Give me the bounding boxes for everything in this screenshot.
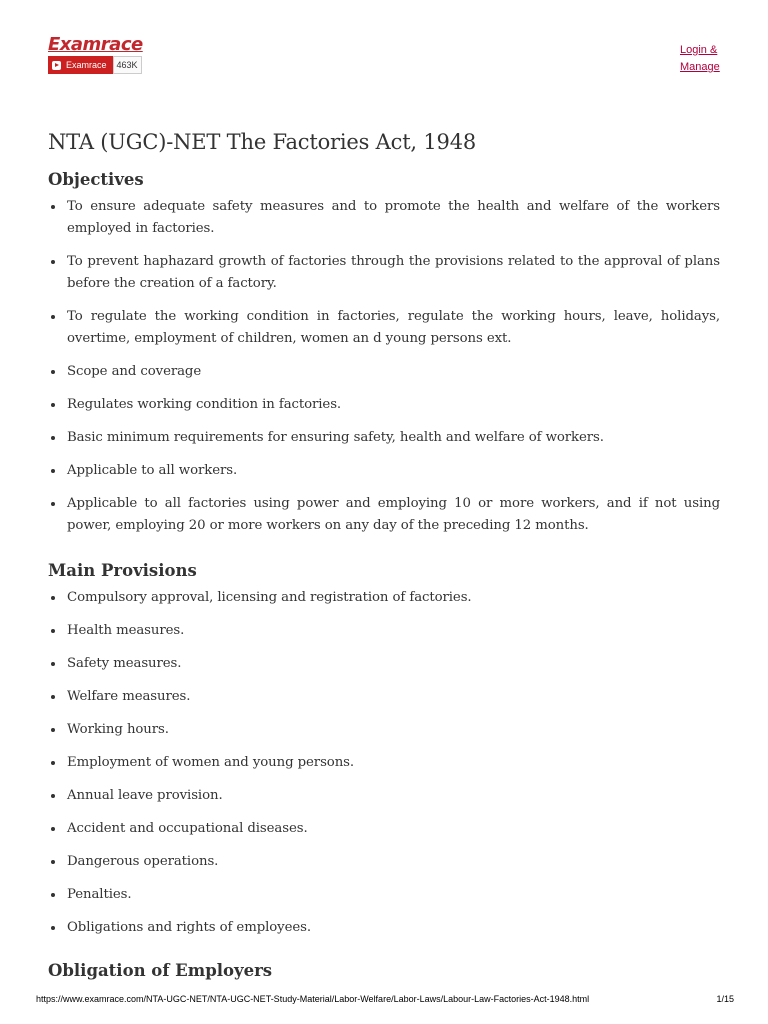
list-item: Dangerous operations. [48,851,720,873]
youtube-play-icon [52,61,61,70]
print-page-number: 1/15 [716,994,734,1004]
section-heading-obligation-of-employers: Obligation of Employers [48,961,273,980]
list-item: Scope and coverage [48,361,720,383]
objectives-list [48,196,720,537]
list-item: Penalties. [48,884,720,906]
examrace-logo[interactable]: Examrace [48,34,143,55]
subscriber-count: 463K [113,56,142,74]
list-item: Obligations and rights of employees. [48,917,720,939]
youtube-channel-label: Examrace [66,60,107,70]
list-item: Working hours. [48,719,720,741]
main-provisions-list [48,587,720,939]
list-item: Annual leave provision. [48,785,720,807]
login-manage-link[interactable]: Login & Manage [680,44,720,73]
list-item: Compulsory approval, licensing and registration of factories. [48,587,720,609]
list-item: To prevent haphazard growth of factories through the provisions related to the approval of plans before the creation of a factory. [48,251,720,295]
youtube-subscribe-button[interactable] [48,56,113,74]
article [48,128,720,983]
list-item: To regulate the working condition in factories, regulate the working hours, leave, holidays, overtime, employment of children, women an d young persons ext. [48,306,720,350]
print-footer [36,994,734,1004]
list-item: Employment of women and young persons. [48,752,720,774]
list-item: Basic minimum requirements for ensuring safety, health and welfare of workers. [48,427,720,449]
list-item: Welfare measures. [48,686,720,708]
list-item: Applicable to all workers. [48,460,720,482]
list-item: Applicable to all factories using power and employing 10 or more workers, and if not using power, employing 20 or more workers on any day of the preceding 12 months. [48,493,720,537]
section-heading-main-provisions: Main Provisions [48,561,197,580]
section-heading-objectives: Objectives [48,170,144,189]
youtube-subscribe-widget[interactable] [48,56,143,74]
article-title: NTA (UGC)-NET The Factories Act, 1948 [48,130,477,154]
list-item: Health measures. [48,620,720,642]
list-item: Safety measures. [48,653,720,675]
list-item: To ensure adequate safety measures and to promote the health and welfare of the workers employed in factories. [48,196,720,240]
brand-area [48,36,143,74]
print-url: https://www.examrace.com/NTA-UGC-NET/NTA-UGC-NET-Study-Material/Labor-Welfare/Labor-Laws/Labour-Law-Factories-Act-1948.html [36,994,590,1004]
list-item: Accident and occupational diseases. [48,818,720,840]
list-item: Regulates working condition in factories. [48,394,720,416]
